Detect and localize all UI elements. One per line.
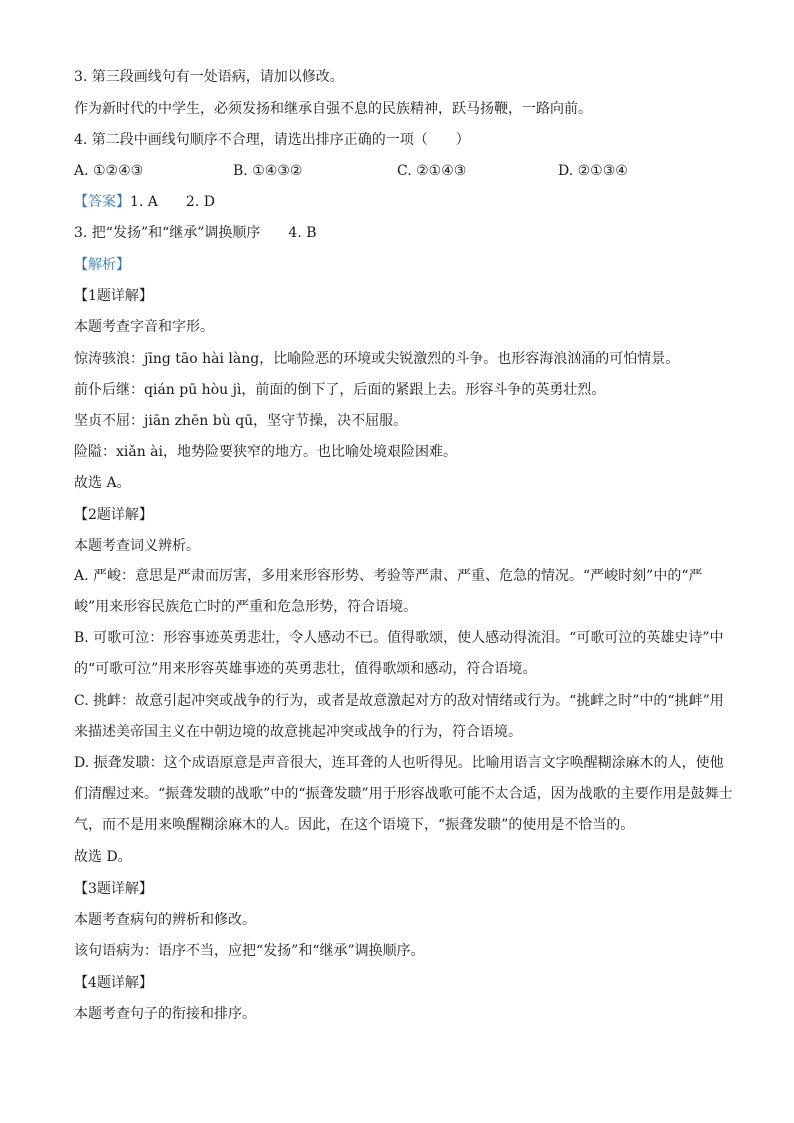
detail-1-item-4: 险隘：xiǎn ài，地势险要狭窄的地方。也比喻处境艰险困难。 [74, 444, 458, 460]
detail-2-intro: 本题考查词义辨析。 [74, 538, 200, 554]
q3-sentence: 作为新时代的中学生，必须发扬和继承自强不息的民族精神，跃马扬鞭，一路向前。 [74, 101, 592, 117]
answer-line-2: 3. 把“发扬”和“继承”调换顺序 4. B [74, 225, 317, 241]
detail-1-heading: 【1题详解】 [74, 288, 153, 304]
answer-line-1 [74, 193, 734, 211]
q4-title: 4. 第二段中画线句顺序不合理，请选出排序正确的一项（ ） [74, 132, 470, 148]
detail-2-option-b: B. 可歌可泣：形容事迹英勇悲壮，令人感动不已。值得歌颂，使人感动得流泪。“可歌可泣的英雄史诗”中的“可歌可泣”用来形容英雄事迹的英勇悲壮，值得歌颂和感动，符合语境。 [74, 630, 724, 677]
detail-4-heading: 【4题详解】 [74, 975, 153, 991]
detail-1-item-3: 坚贞不屈：jiān zhēn bù qū，坚守节操，决不屈服。 [74, 413, 408, 429]
detail-1-intro: 本题考查字音和字形。 [74, 319, 214, 335]
option-c: C. ②①④③ [397, 163, 467, 179]
detail-2-heading: 【2题详解】 [74, 507, 153, 523]
answer-values-1: 1. A 2. D [130, 194, 215, 210]
analysis-label: 【解析】 [74, 257, 130, 273]
detail-2-choice: 故选 D。 [74, 849, 132, 865]
detail-1-item-1: 惊涛骇浪：jīng tāo hài làng，比喻险恶的环境或尖锐激烈的斗争。也形容海浪汹涌的可怕情景。 [74, 351, 680, 367]
detail-1-item-2: 前仆后继：qián pū hòu jì，前面的倒下了，后面的紧跟上去。形容斗争的英勇壮烈。 [74, 382, 606, 398]
q3-title: 3. 第三段画线句有一处语病，请加以修改。 [74, 69, 344, 85]
detail-1-choice: 故选 A。 [74, 475, 131, 491]
detail-2-option-d: D. 振聋发聩：这个成语原意是声音很大，连耳聋的人也听得见。比喻用语言文字唤醒糊涂麻木的人，使他们清醒过来。“振聋发聩的战歌”中的“振聋发聩”用于形容战歌可能不太合适，因为战歌的主要作用是鼓舞士气，而不是用来唤醒糊涂麻木的人。因此，在这个语境下，“振聋发聩”的使用是不恰当的。 [74, 755, 733, 833]
detail-4-intro: 本题考查句子的衔接和排序。 [74, 1006, 256, 1022]
detail-3-intro: 本题考查病句的辨析和修改。 [74, 912, 256, 928]
option-d: D. ②①③④ [558, 163, 628, 179]
detail-2-option-c: C. 挑衅：故意引起冲突或战争的行为，或者是故意激起对方的敌对情绪或行为。“挑衅之时”中的“挑衅”用来描述美帝国主义在中朝边境的故意挑起冲突或战争的行为，符合语境。 [74, 693, 724, 740]
option-b: B. ①④③② [233, 163, 303, 179]
option-a: A. ①②④③ [74, 163, 144, 179]
detail-3-heading: 【3题详解】 [74, 881, 153, 897]
answer-label: 【答案】 [74, 194, 130, 210]
detail-3-item-1: 该句语病为：语序不当，应把“发扬”和“继承”调换顺序。 [74, 943, 425, 959]
detail-2-option-a: A. 严峻：意思是严肃而厉害，多用来形容形势、考验等严肃、严重、危急的情况。“严峻时刻”中的“严峻”用来形容民族危亡时的严重和危急形势，符合语境。 [74, 568, 703, 615]
